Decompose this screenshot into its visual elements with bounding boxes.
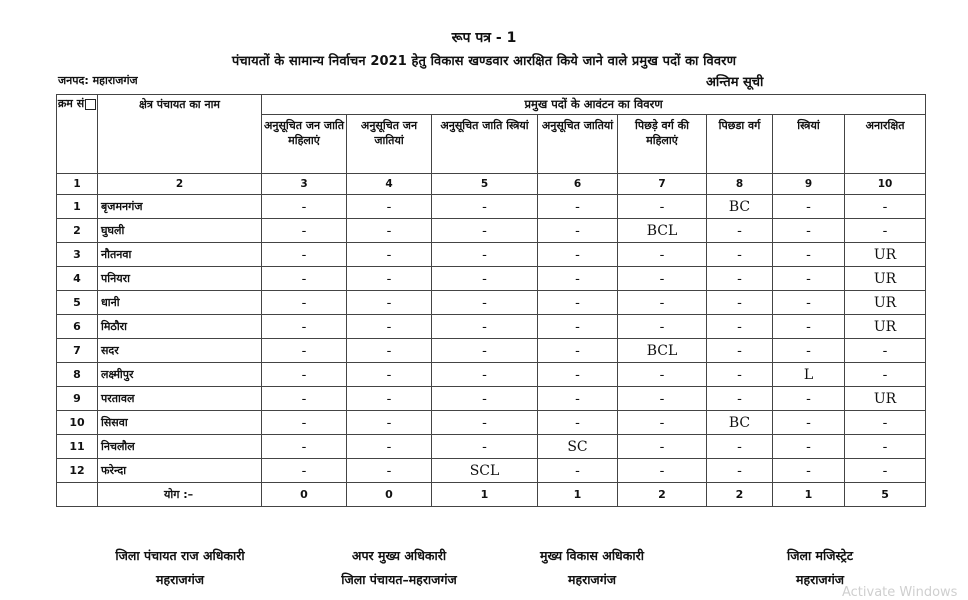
category-header: स्त्रियां: [773, 115, 845, 174]
total-value: 1: [773, 483, 845, 507]
reservation-cell: -: [432, 219, 538, 243]
reservation-cell: -: [347, 195, 432, 219]
allocation-group-header: प्रमुख पदों के आवंटन का विवरण: [262, 95, 926, 115]
panchayat-name: सिसवा: [98, 411, 262, 435]
total-value: 2: [707, 483, 773, 507]
reservation-cell: UR: [845, 387, 926, 411]
reservation-cell: -: [262, 363, 347, 387]
signature-title: अपर मुख्य अधिकारी: [351, 548, 447, 563]
reservation-cell: -: [773, 291, 845, 315]
serial-header-text: क्रम सं: [57, 97, 85, 110]
reservation-cell: -: [618, 435, 707, 459]
reservation-cell: -: [538, 387, 618, 411]
serial-number: 8: [57, 363, 98, 387]
panchayat-name: परतावल: [98, 387, 262, 411]
reservation-cell: -: [262, 387, 347, 411]
panchayat-name: फरेन्दा: [98, 459, 262, 483]
signature-place: जिला पंचायत–महराजगंज: [341, 572, 457, 587]
serial-number: 11: [57, 435, 98, 459]
reservation-cell: -: [618, 243, 707, 267]
reservation-cell: -: [347, 459, 432, 483]
serial-number: 1: [57, 195, 98, 219]
reservation-cell: -: [432, 243, 538, 267]
reservation-cell: -: [773, 459, 845, 483]
reservation-cell: -: [347, 219, 432, 243]
serial-number: 5: [57, 291, 98, 315]
panchayat-name: सदर: [98, 339, 262, 363]
reservation-cell: -: [773, 315, 845, 339]
reservation-cell: -: [538, 411, 618, 435]
column-number: 9: [773, 174, 845, 195]
reservation-cell: -: [618, 363, 707, 387]
checkbox-icon: [85, 99, 96, 110]
reservation-cell: SCL: [432, 459, 538, 483]
form-title: रूप पत्र - 1: [451, 30, 517, 46]
column-number: 4: [347, 174, 432, 195]
signature-place: महराजगंज: [795, 572, 845, 587]
category-header: अनुसूचित जन जाति महिलाएं: [262, 115, 347, 174]
total-value: 5: [845, 483, 926, 507]
panchayat-name: मिठौरा: [98, 315, 262, 339]
reservation-cell: -: [538, 219, 618, 243]
total-value: 1: [538, 483, 618, 507]
table-row: [57, 291, 926, 315]
reservation-cell: -: [262, 435, 347, 459]
reservation-cell: BCL: [618, 219, 707, 243]
reservation-cell: -: [707, 291, 773, 315]
panchayat-name: पनियरा: [98, 267, 262, 291]
reservation-cell: BC: [707, 411, 773, 435]
reservation-cell: -: [262, 291, 347, 315]
reservation-cell: -: [707, 315, 773, 339]
reservation-cell: -: [262, 243, 347, 267]
reservation-cell: -: [347, 411, 432, 435]
reservation-cell: L: [773, 363, 845, 387]
serial-number: 10: [57, 411, 98, 435]
column-number: 5: [432, 174, 538, 195]
reservation-cell: -: [773, 435, 845, 459]
signature-title: जिला पंचायत राज अधिकारी: [115, 548, 245, 563]
reservation-cell: -: [707, 459, 773, 483]
category-header: अनुसूचित जातियां: [538, 115, 618, 174]
serial-number: 3: [57, 243, 98, 267]
panchayat-name: नौतनवा: [98, 243, 262, 267]
column-number: 2: [98, 174, 262, 195]
reservation-cell: -: [432, 315, 538, 339]
table-row: [57, 411, 926, 435]
serial-column-header: [57, 95, 98, 174]
reservation-cell: -: [538, 291, 618, 315]
reservation-cell: UR: [845, 243, 926, 267]
table-row: [57, 243, 926, 267]
total-row: [57, 483, 926, 507]
table-row: [57, 459, 926, 483]
reservation-cell: -: [262, 219, 347, 243]
reservation-cell: -: [618, 459, 707, 483]
total-value: 0: [262, 483, 347, 507]
reservation-cell: -: [347, 387, 432, 411]
total-value: 1: [432, 483, 538, 507]
reservation-cell: -: [707, 219, 773, 243]
serial-number: 4: [57, 267, 98, 291]
column-number-row: [57, 174, 926, 195]
reservation-cell: -: [773, 267, 845, 291]
reservation-cell: -: [538, 267, 618, 291]
reservation-cell: -: [773, 339, 845, 363]
column-number: 8: [707, 174, 773, 195]
panchayat-name: बृजमनगंज: [98, 195, 262, 219]
signature-title: जिला मजिस्ट्रेट: [786, 548, 854, 563]
total-value: 0: [347, 483, 432, 507]
reservation-cell: -: [773, 387, 845, 411]
panchayat-name: लक्ष्मीपुर: [98, 363, 262, 387]
reservation-cell: -: [347, 267, 432, 291]
reservation-cell: UR: [845, 291, 926, 315]
reservation-cell: -: [773, 411, 845, 435]
reservation-cell: -: [618, 267, 707, 291]
reservation-cell: -: [845, 363, 926, 387]
reservation-cell: -: [432, 267, 538, 291]
document-title: पंचायतों के सामान्य निर्वाचन 2021 हेतु विकास खण्डवार आरक्षित किये जाने वाले प्रमुख पदों का विवरण: [231, 54, 737, 69]
reservation-cell: -: [262, 339, 347, 363]
reservation-cell: -: [538, 459, 618, 483]
reservation-cell: -: [845, 219, 926, 243]
reservation-cell: -: [432, 387, 538, 411]
reservation-cell: -: [347, 315, 432, 339]
panchayat-name: धानी: [98, 291, 262, 315]
reservation-cell: -: [707, 363, 773, 387]
reservation-cell: -: [773, 195, 845, 219]
category-header: पिछडा वर्ग: [707, 115, 773, 174]
reservation-table: [56, 94, 926, 507]
table-row: [57, 339, 926, 363]
reservation-cell: -: [347, 363, 432, 387]
reservation-cell: -: [432, 291, 538, 315]
table-row: [57, 219, 926, 243]
reservation-cell: -: [432, 435, 538, 459]
list-status-label: अन्तिम सूची: [706, 75, 764, 90]
reservation-cell: -: [618, 411, 707, 435]
reservation-cell: -: [618, 291, 707, 315]
reservation-cell: -: [432, 195, 538, 219]
column-number: 10: [845, 174, 926, 195]
reservation-cell: SC: [538, 435, 618, 459]
reservation-cell: -: [538, 363, 618, 387]
table-row: [57, 387, 926, 411]
serial-number: 2: [57, 219, 98, 243]
signature-place: महराजगंज: [155, 572, 205, 587]
signature-title: मुख्य विकास अधिकारी: [540, 548, 644, 563]
signature-place: महराजगंज: [567, 572, 617, 587]
column-number: 7: [618, 174, 707, 195]
category-header: अनारक्षित: [845, 115, 926, 174]
column-number: 3: [262, 174, 347, 195]
reservation-cell: -: [347, 339, 432, 363]
reservation-cell: UR: [845, 267, 926, 291]
table-row: [57, 267, 926, 291]
name-column-header: क्षेत्र पंचायत का नाम: [98, 95, 262, 174]
serial-number: 6: [57, 315, 98, 339]
serial-number: 7: [57, 339, 98, 363]
reservation-cell: -: [707, 339, 773, 363]
reservation-cell: -: [845, 411, 926, 435]
reservation-cell: -: [618, 195, 707, 219]
column-number: 1: [57, 174, 98, 195]
reservation-cell: BC: [707, 195, 773, 219]
signature-block: [318, 544, 480, 592]
total-label: योग :–: [98, 483, 262, 507]
reservation-cell: -: [262, 411, 347, 435]
table-row: [57, 315, 926, 339]
reservation-cell: -: [845, 459, 926, 483]
reservation-cell: -: [618, 315, 707, 339]
table-row: [57, 363, 926, 387]
reservation-cell: UR: [845, 315, 926, 339]
reservation-cell: -: [538, 315, 618, 339]
reservation-cell: -: [845, 195, 926, 219]
panchayat-name: घुघली: [98, 219, 262, 243]
reservation-cell: -: [262, 195, 347, 219]
reservation-cell: -: [262, 267, 347, 291]
reservation-cell: -: [845, 339, 926, 363]
reservation-cell: -: [707, 243, 773, 267]
activation-watermark: Activate Windows: [842, 585, 958, 600]
reservation-cell: -: [707, 387, 773, 411]
district-label: जनपद: महाराजगंज: [58, 74, 138, 87]
reservation-cell: -: [432, 363, 538, 387]
reservation-cell: -: [432, 411, 538, 435]
category-header: अनुसूचित जन जातियां: [347, 115, 432, 174]
table-row: [57, 435, 926, 459]
reservation-cell: -: [347, 243, 432, 267]
category-header: पिछड़े वर्ग की महिलाएं: [618, 115, 707, 174]
reservation-cell: -: [432, 339, 538, 363]
reservation-cell: -: [347, 435, 432, 459]
reservation-cell: -: [707, 267, 773, 291]
total-value: 2: [618, 483, 707, 507]
serial-number: 9: [57, 387, 98, 411]
reservation-cell: -: [538, 243, 618, 267]
reservation-cell: -: [845, 435, 926, 459]
column-number: 6: [538, 174, 618, 195]
reservation-cell: -: [618, 387, 707, 411]
reservation-cell: -: [262, 315, 347, 339]
table-row: [57, 195, 926, 219]
signature-block: [522, 544, 662, 592]
category-header: अनुसूचित जाति स्त्रियां: [432, 115, 538, 174]
reservation-cell: -: [538, 195, 618, 219]
signature-block: [100, 544, 260, 592]
reservation-cell: -: [773, 219, 845, 243]
reservation-cell: -: [707, 435, 773, 459]
serial-number: 12: [57, 459, 98, 483]
reservation-cell: -: [262, 459, 347, 483]
reservation-cell: BCL: [618, 339, 707, 363]
reservation-cell: -: [773, 243, 845, 267]
reservation-cell: -: [538, 339, 618, 363]
total-serial-cell: [57, 483, 98, 507]
panchayat-name: निचलौल: [98, 435, 262, 459]
reservation-cell: -: [347, 291, 432, 315]
